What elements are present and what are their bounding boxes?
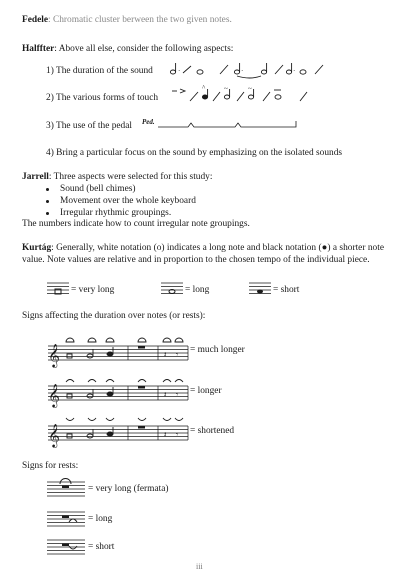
- svg-text:𝄽: 𝄽: [164, 350, 167, 359]
- jarrell-name: Jarrell: [22, 172, 49, 182]
- list-item: Irregular rhythmic groupings.: [60, 208, 171, 218]
- halffter-item-pedal: 3) The use of the pedal: [46, 121, 132, 131]
- jarrell-intro: : Three aspects were selected for this study:: [48, 172, 213, 182]
- legend-staff-short: [249, 281, 273, 297]
- fedele-line: [22, 15, 232, 25]
- rest-label-long: = long: [88, 514, 113, 524]
- label-shortened: = shortened: [190, 426, 235, 436]
- fedele-text: : Chromatic cluster berween the two given notes.: [48, 15, 232, 25]
- legend-long: = long: [185, 285, 210, 295]
- halffter-line: [22, 44, 233, 54]
- page-number: iii: [196, 562, 203, 571]
- svg-text:·: ·: [293, 67, 296, 75]
- svg-text:𝄽: 𝄽: [164, 430, 167, 439]
- duration-heading: Signs affecting the duration over notes (or rests):: [22, 311, 206, 321]
- rest-staff-very-long: [47, 478, 87, 498]
- jarrell-note: The numbers indicate how to count irregular note groupings.: [22, 219, 250, 229]
- legend-staff-long: [161, 281, 185, 297]
- svg-text:·: ·: [178, 67, 181, 75]
- svg-text:𝄞: 𝄞: [48, 345, 60, 367]
- svg-text:~: ~: [224, 85, 228, 93]
- pedal-mark: Ped.: [142, 118, 155, 126]
- svg-text:𝄾: 𝄾: [176, 390, 179, 399]
- rest-staff-long: [47, 508, 87, 528]
- halffter-item-touch: 2) The various forms of touch: [46, 93, 159, 103]
- halffter-item-focus: 4) Bring a particular focus on the sound by emphasizing on the isolated sounds: [46, 148, 343, 158]
- staff-longer: [48, 374, 190, 406]
- svg-text:~: ~: [248, 85, 252, 93]
- svg-text:𝄾: 𝄾: [176, 430, 179, 439]
- staff-much-longer: [48, 334, 190, 366]
- rests-heading: Signs for rests:: [22, 461, 79, 471]
- svg-text:·: ·: [241, 67, 244, 75]
- touch-symbols: [170, 86, 335, 108]
- jarrell-line: [22, 172, 212, 182]
- halffter-intro: : Above all else, consider the following aspects:: [54, 44, 234, 54]
- pedal-line: [158, 118, 308, 130]
- svg-text:𝄽: 𝄽: [164, 390, 167, 399]
- list-item: Movement over the whole keyboard: [60, 196, 196, 206]
- legend-short: = short: [273, 285, 300, 295]
- staff-shortened: [48, 414, 190, 446]
- legend-very-long: = very long: [71, 285, 115, 295]
- kurtag-text: : Generally, white notation (o) indicates a long note and black notation (●) a shorter note value. Note values are relative and in proportion to the chosen tempo of the individual piece.: [22, 243, 384, 265]
- svg-text:𝄾: 𝄾: [176, 350, 179, 359]
- duration-symbols: [165, 60, 335, 82]
- label-longer: = longer: [190, 386, 222, 396]
- svg-text:𝄞: 𝄞: [48, 385, 60, 407]
- fedele-name: Fedele: [22, 15, 49, 25]
- rest-label-short: = short: [88, 542, 115, 552]
- svg-text:^: ^: [202, 84, 206, 92]
- legend-staff-very-long: [47, 281, 71, 297]
- halffter-name: Halffter: [22, 44, 55, 54]
- kurtag-name: Kurtág: [22, 243, 52, 253]
- svg-text:𝄞: 𝄞: [48, 425, 60, 447]
- rest-label-very-long: = very long (fermata): [88, 484, 169, 494]
- label-much-longer: = much longer: [190, 345, 245, 355]
- list-item: Sound (bell chimes): [60, 184, 136, 194]
- halffter-item-duration: 1) The duration of the sound: [46, 66, 153, 76]
- rest-staff-short: [47, 536, 87, 556]
- kurtag-paragraph: [22, 243, 384, 266]
